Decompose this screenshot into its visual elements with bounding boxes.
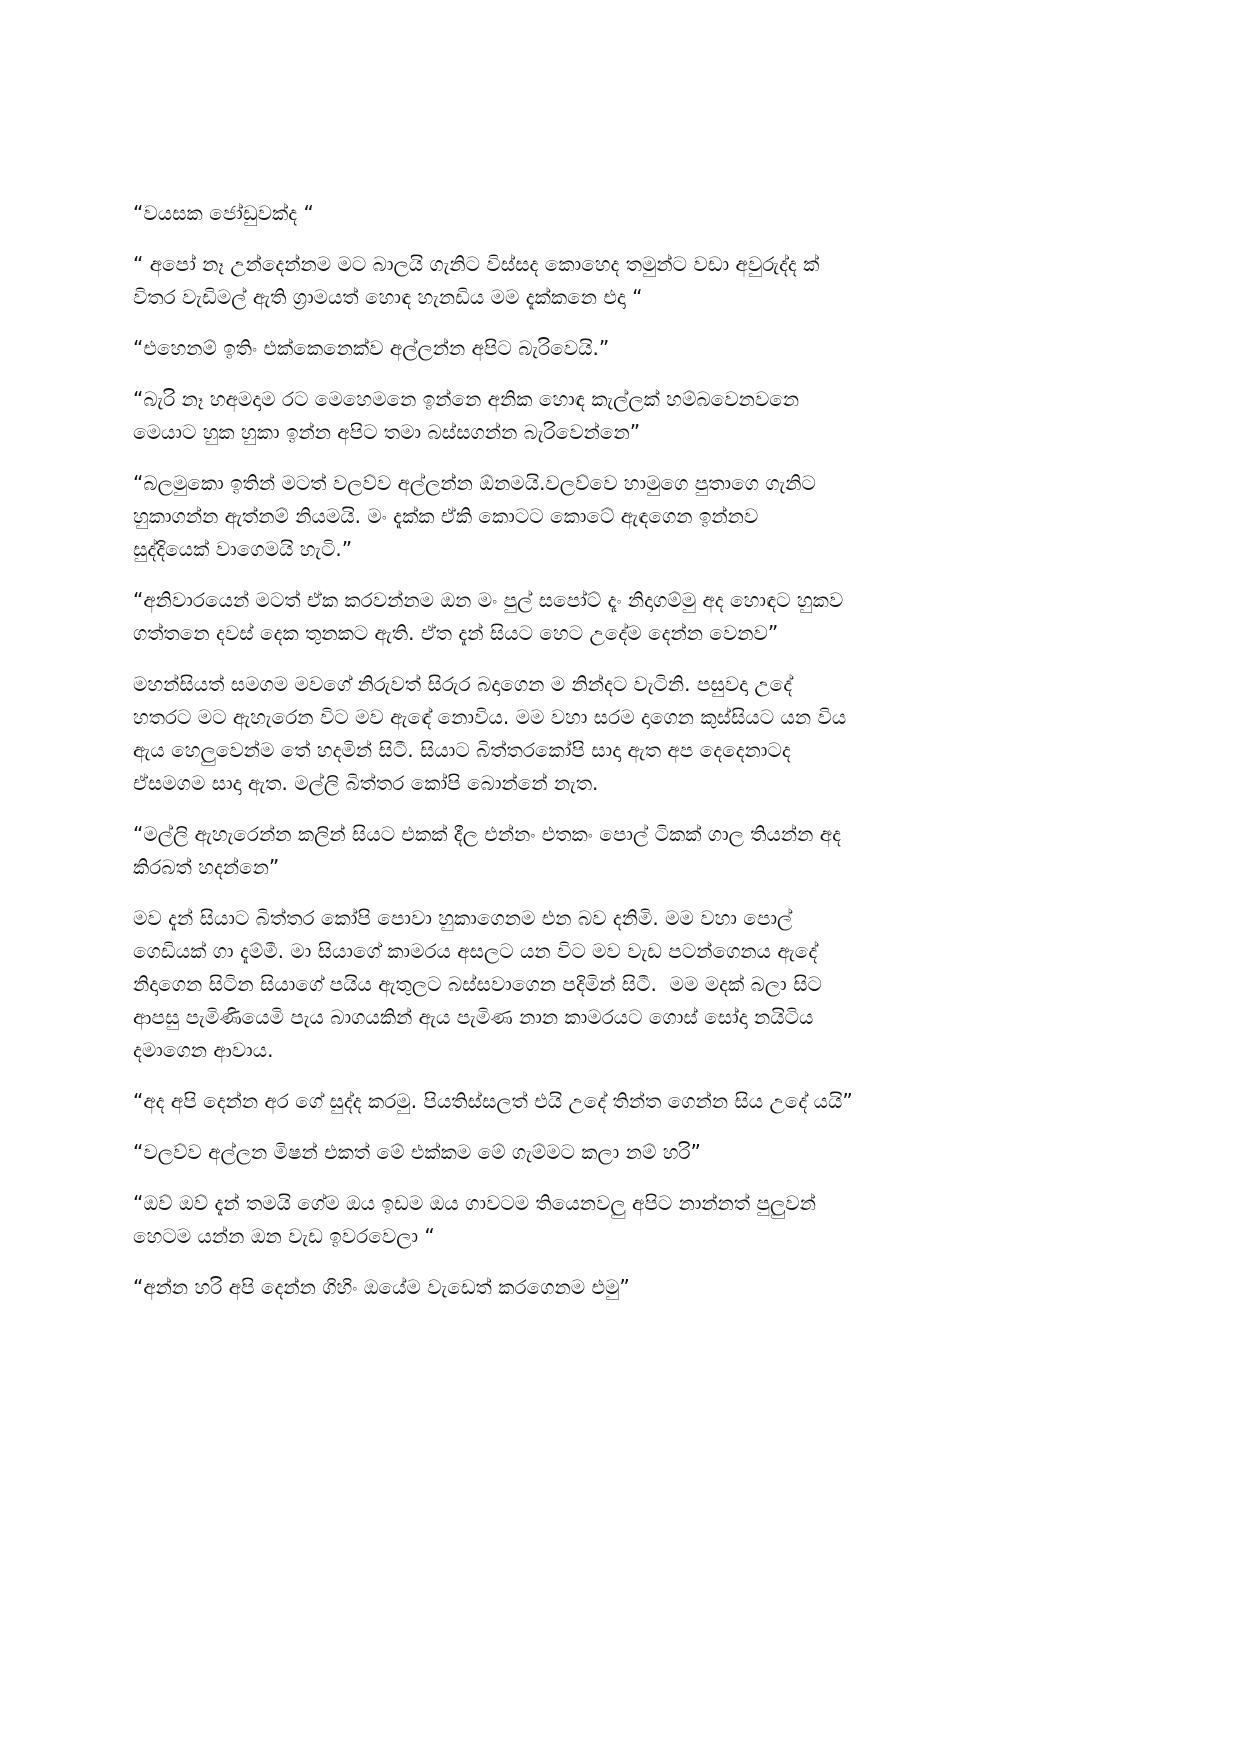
paragraph <box>133 818 993 884</box>
text-line: “වලව්ව අල්ලන මිෂන් එකත් මේ එක්කම මේ ගැම්මට කලා නම් හරි” <box>133 1140 701 1164</box>
text-line: මෙයාට හුක හුකා ඉන්න අපිට තමා බස්සගන්න බැරිවෙන්නෙ” <box>133 420 641 444</box>
text-line: “ඔව් ඔව් දැන් තමයි ගේම ඔය ඉඩම ඔය ගාවටම තියෙනවලු අපිට නාන්නත් පුලුවන් <box>133 1191 816 1215</box>
paragraph <box>133 584 993 650</box>
text-line: ගත්තනෙ දවස් දෙක තුනකට ඇති. ඒත දැන් සියට හෙට උදේම දෙන්න වෙනව” <box>133 621 779 645</box>
text-line: දමාගෙන ආවාය. <box>133 1038 274 1062</box>
text-line: “ අපෝ නෑ උන්දෙන්නම මට බාලයි ගැනිට විස්සද කොහෙද තමුන්ට වඩා අවුරුද්ද ක් <box>133 252 820 276</box>
paragraph <box>133 902 993 1067</box>
paragraph <box>133 197 993 230</box>
text-line: මහන්සියත් සමගම මවගේ නිරුවත් සිරුර බදාගෙන ම නින්දට වැටිනි. පසුවදා උදේ <box>133 672 793 696</box>
document-body <box>133 197 993 1322</box>
text-line: සුද්දියෙක් වාගෙමයි හැටි.” <box>133 537 353 561</box>
text-line: හෙටම යන්න ඔන වැඩ ඉවරවෙලා “ <box>133 1224 435 1248</box>
text-line: “මල්ලි ඇහැරෙන්න කලින් සියට එකක් දීල එන්නං එතකං පොල් ටිකක් ගාල තියන්න අද <box>133 822 841 846</box>
paragraph <box>133 1136 993 1169</box>
paragraph <box>133 467 993 566</box>
text-line: විතර වැඩිමල් ඇති ග්‍රාමයත් හොඳ හැනඩිය මම දැක්කනෙ එදා “ <box>133 285 643 309</box>
paragraph <box>133 383 993 449</box>
text-line: “එහෙනම් ඉතිං එක්කෙනෙක්ව අල්ලන්න අපිට බැරිවෙයි.” <box>133 336 610 360</box>
text-line: ඒසමගම සාදා ඇත. මල්ලි බිත්තර කෝපි බොන්නේ නැත. <box>133 771 599 795</box>
text-line: “අන්න හරි අපි දෙන්න ගිහිං ඔයේම වැඩෙත් කරගෙනම එමු” <box>133 1275 630 1299</box>
text-line: “බලමුකො ඉතින් මටත් වලව්ව අල්ලන්න ඕනමයි.වලව්වෙ හාමුගෙ පුතාගෙ ගැනිට <box>133 471 816 495</box>
text-line: ආපසු පැමිණියෙමි පැය බාගයකින් ඇය පැමිණ නාන කාමරයට ගොස් සෝදා නයිටිය <box>133 1005 814 1029</box>
text-line: “අද අපි දෙන්න අර ගේ සුද්ද කරමු. පියතිස්සලත් එයි උදේ තින්ත ගෙන්න සිය උදේ යයි” <box>133 1089 853 1113</box>
text-line: ඇය හෙලුවෙන්ම තේ හදමින් සිටී. සියාට බිත්තරකෝපි සාදා ඇත අප දෙදෙනාටද <box>133 738 791 762</box>
paragraph <box>133 332 993 365</box>
text-line: ගෙඩියක් ගා දැම්මී. මා සියාගේ කාමරය අසලට යන විට මව වැඩ පටන්ගෙනය ඇදේ <box>133 939 818 963</box>
paragraph <box>133 668 993 800</box>
text-line: හුකාගන්න ඇත්නම් නියමයි. මං දැක්ක ඒකි කොටට කොටේ ඇඳගෙන ඉන්නව <box>133 504 759 528</box>
text-line: “අනිවාරයෙන් මටත් ඒක කරවන්නම ඔන මං පුල් සපෝට් දෑං නිදාගම්මු අද හොඳට හුකව <box>133 588 844 612</box>
text-line: “බැරි නෑ හඅමදාම රට මෙහෙමනෙ ඉන්නෙ අනික හොඳ කැල්ලක් හම්බවෙනවනෙ <box>133 387 800 411</box>
text-line: කිරබත් හදන්නෙ” <box>133 855 280 879</box>
paragraph <box>133 1085 993 1118</box>
paragraph <box>133 248 993 314</box>
text-line: නිදාගෙන සිටින සියාගේ පයිය ඇතුලට බස්සවාගෙන පදිමින් සිටී. මම මදක් බලා සිට <box>133 972 822 996</box>
paragraph <box>133 1187 993 1253</box>
text-line: “වයසක ජෝඩුවක්ද “ <box>133 201 314 225</box>
text-line: මව දැන් සියාට බිත්තර කෝපි පොවා හුකාගෙනම එන බව දනිමි. මම වහා පොල් <box>133 906 793 930</box>
paragraph <box>133 1271 993 1304</box>
text-line: හතරට මට ඇහැරෙන විට මව ඇඳේ නොවිය. මම වහා සරම දාගෙන කුස්සියට යන විය <box>133 705 847 729</box>
